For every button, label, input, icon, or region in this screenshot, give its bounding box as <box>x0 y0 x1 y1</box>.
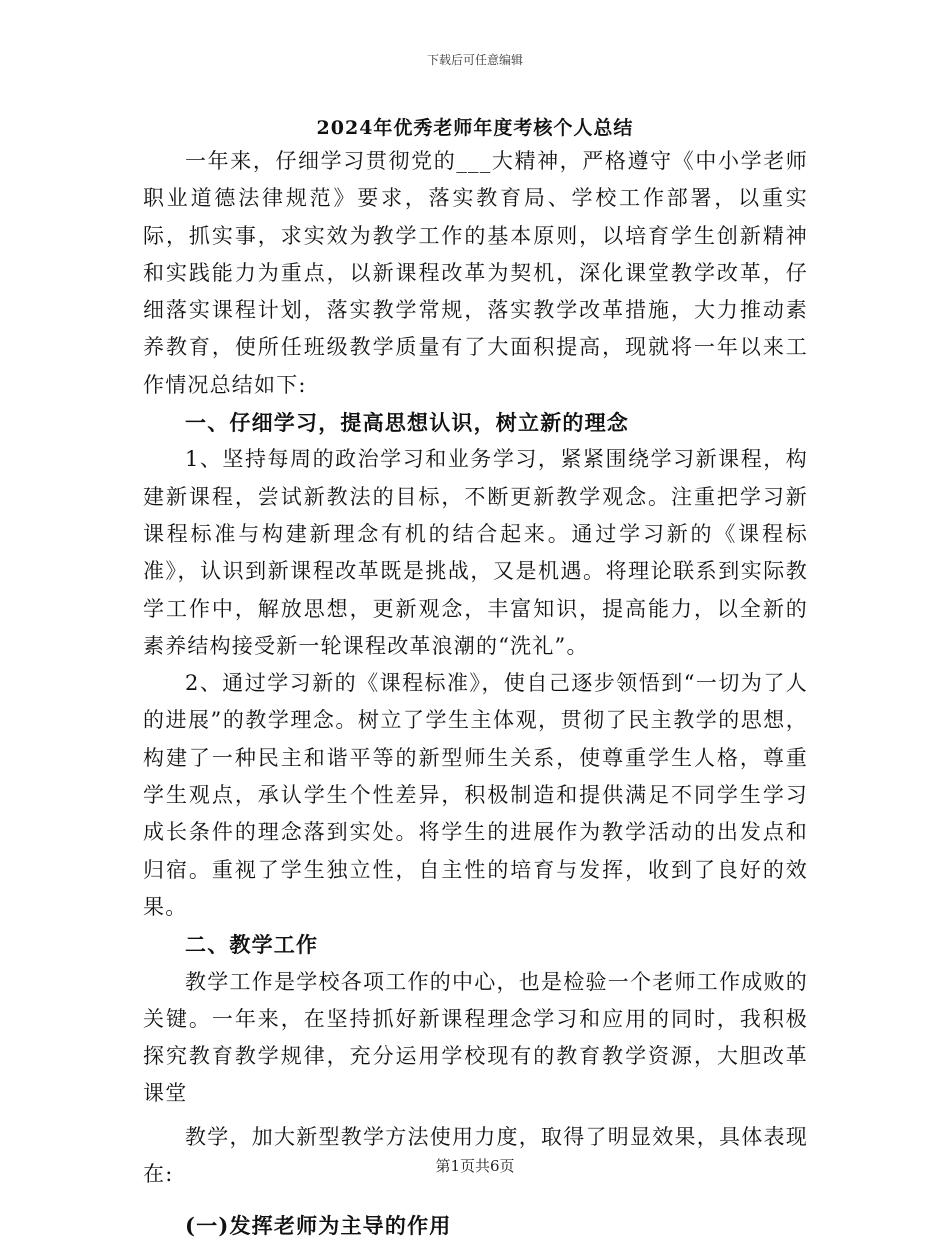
section-2-paragraph-2: 教学，加大新型教学方法使用力度，取得了明显效果，具体表现在: <box>143 1124 808 1187</box>
section-1-paragraph-2: 2、通过学习新的《课程标准》，使自己逐步领悟到“一切为了人的进展”的教学理念。树立了学生主体观，贯彻了民主教学的思想，构建了一种民主和谐平等的新型师生关系，使尊重学生人格，尊重学生观点，承认学生个性差异，积极制造和提供满足不同学生学习成长条件的理念落到实处。将学生的进展作为教学活动的出发点和归宿。重视了学生独立性，自主性的培育与发挥，收到了良好的效果。 <box>143 671 808 919</box>
document-title: 2024年优秀老师年度考核个人总结 <box>316 117 634 139</box>
page-header-note: 下载后可任意编辑 <box>426 53 523 67</box>
page-number-footer: 第1页共6页 <box>435 1157 515 1175</box>
subsection-heading-1: (一)发挥老师为主导的作用 <box>185 1213 452 1239</box>
document-body <box>143 143 808 1245</box>
section-heading-1: 一、仔细学习，提高思想认识，树立新的理念 <box>185 410 629 436</box>
intro-paragraph: 一年来，仔细学习贯彻党的___大精神，严格遵守《中小学老师职业道德法律规范》要求，落实教育局、学校工作部署，以重实际，抓实事，求实效为教学工作的基本原则，以培育学生创新精神和实践能力为重点，以新课程改革为契机，深化课堂教学改革，仔细落实课程计划，落实教学常规，落实教学改革措施，大力推动素养教育，使所任班级教学质量有了大面积提高，现就将一年以来工作情况总结如下: <box>143 149 808 397</box>
section-1-paragraph-1: 1、坚持每周的政治学习和业务学习，紧紧围绕学习新课程，构建新课程，尝试新教法的目标，不断更新教学观念。注重把学习新课程标准与构建新理念有机的结合起来。通过学习新的《课程标准》，认识到新课程改革既是挑战，又是机遇。将理论联系到实际教学工作中，解放思想，更新观念，丰富知识，提高能力，以全新的素养结构接受新一轮课程改革浪潮的“洗礼”。 <box>143 447 808 658</box>
section-heading-2: 二、教学工作 <box>185 932 319 958</box>
section-2-paragraph-1: 教学工作是学校各项工作的中心，也是检验一个老师工作成败的关键。一年来，在坚持抓好新课程理念学习和应用的同时，我积极探究教育教学规律，充分运用学校现有的教育教学资源，大胆改革课堂 <box>143 969 808 1106</box>
